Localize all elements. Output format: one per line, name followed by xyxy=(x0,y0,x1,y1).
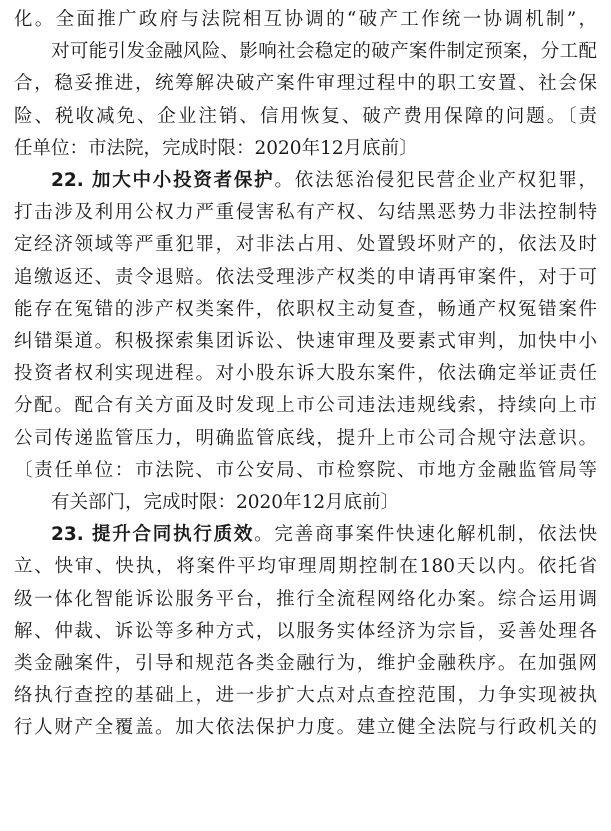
text-line: 公司传递监管压力，明确监管底线，提升上市公司合规守法意识。 xyxy=(14,427,597,449)
section-heading-23: 23. 提升合同执行质效 xyxy=(51,524,255,546)
text-line: 化。全面推广政府与法院相互协调的“破产工作统一协调机制”， xyxy=(14,9,597,30)
text-line: 类金融案件，引导和规范各类金融行为，维护金融秩序。在加强网 xyxy=(14,653,597,675)
section-heading-22: 22. 加大中小投资者保护 xyxy=(51,170,275,192)
text-line: 有关部门，完成时限：2020年12月底前〕 xyxy=(51,492,400,514)
text-line: 定经济领域等严重犯罪，对非法占用、处置毁坏财产的，依法及时 xyxy=(14,234,597,256)
text-line: 行人财产全覆盖。加大依法保护力度。建立健全法院与行政机关的 xyxy=(14,717,597,739)
text-run: 。依法惩治侵犯民营企业产权犯罪， xyxy=(274,170,597,192)
paragraph-investor-protection xyxy=(14,165,597,519)
text-line xyxy=(14,165,597,197)
text-line xyxy=(14,519,597,551)
text-line: 能存在冤错的涉产权类案件，依职权主动复查，畅通产权冤错案件 xyxy=(14,298,597,320)
text-line: 络执行查控的基础上，进一步扩大点对点查控范围，力争实现被执 xyxy=(14,685,597,707)
text-line: 纠错渠道。积极探索集团诉讼、快速审理及要素式审判，加快中小 xyxy=(14,331,597,353)
text-line: 〔责任单位：市法院、市公安局、市检察院、市地方金融监管局等 xyxy=(14,459,597,481)
text-line: 分配。配合有关方面及时发现上市公司违法违规线索，持续向上市 xyxy=(14,395,597,417)
text-line: 级一体化智能诉讼服务平台，推行全流程网络化办案。综合运用调 xyxy=(14,588,597,610)
paragraph-bankruptcy-coordination xyxy=(14,4,597,165)
paragraph-contract-enforcement xyxy=(14,519,597,744)
text-line: 合，稳妥推进，统筹解决破产案件审理过程中的职工安置、社会保 xyxy=(14,73,597,95)
text-line: 险、税收减免、企业注销、信用恢复、破产费用保障的问题。〔责 xyxy=(14,105,597,127)
text-run: 。完善商事案件快速化解机制，依法快 xyxy=(254,524,597,546)
text-line: 打击涉及利用公权力严重侵害私有产权、勾结黑恶势力非法控制特 xyxy=(14,202,597,224)
text-line: 解、仲裁、诉讼等多种方式，以服务实体经济为宗旨，妥善处理各 xyxy=(14,620,597,642)
text-line: 立、快审、快执，将案件平均审理周期控制在180天以内。依托省 xyxy=(14,556,597,578)
text-line: 投资者权利实现进程。对小股东诉大股东案件，依法确定举证责任 xyxy=(14,363,597,385)
text-line: 任单位：市法院，完成时限：2020年12月底前〕 xyxy=(14,137,418,159)
text-line: 对可能引发金融风险、影响社会稳定的破产案件制定预案，分工配 xyxy=(51,41,597,63)
text-line: 追缴返还、责令退赔。依法受理涉产权类的申请再审案件，对于可 xyxy=(14,266,597,288)
